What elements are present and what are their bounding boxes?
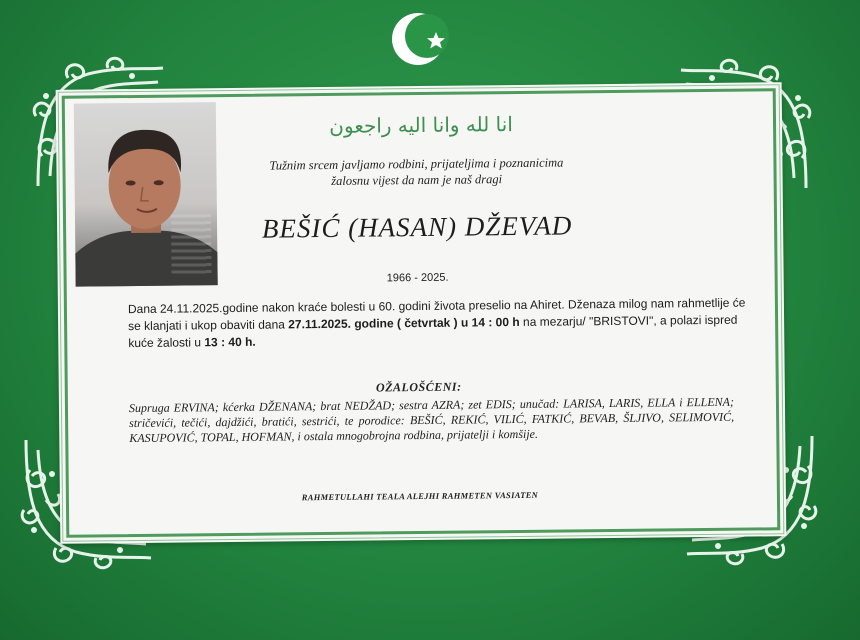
closing-prayer: RAHMETULLAHI TEALA ALEJHI RAHMETEN VASIATEN bbox=[301, 489, 539, 503]
announce-text-1: Dana 24.11.2025.godine nakon kraće bolesti u 60. godini života preselio na Ahiret. Dženaza milog nam rahmetlije će se klanjati i ukop obaviti dana bbox=[127, 295, 746, 334]
deceased-name: BEŠIĆ (HASAN) DŽEVAD bbox=[261, 210, 573, 244]
intro-line-2: žalosnu vijest da nam je naš dragi bbox=[331, 172, 503, 188]
arabic-calligraphy bbox=[329, 105, 513, 140]
funeral-date-time: 27.11.2025. godine ( četvrtak ) u 14 : 00 h bbox=[288, 314, 520, 332]
portrait-photo bbox=[74, 102, 218, 286]
mourners-list: Supruga ERVINA; kćerka DŽENANA; brat NEDŽAD; sestra AZRA; zet EDIS; unučad: LARISA, LARIS, ELLA i ELLENA; stričevići, tečići, dajdžići, bratići, sestrići, te porodice: BEŠIĆ, REKIĆ, VILIĆ, FATKIĆ, BEVAB, ŠLJIVO, SELIMOVIĆ, KASUPOVIĆ, TOPAL, HOFMAN, i ostala mnogobrojna rodbina, prijatelji i komšije. bbox=[128, 394, 735, 446]
life-years: 1966 - 2025. bbox=[386, 271, 449, 285]
svg-text:انا لله وانا اليه راجعون: انا لله وانا اليه راجعون bbox=[329, 112, 513, 138]
intro-line-1: Tužnim srcem javljamo rodbini, prijateljima i poznanicima bbox=[269, 155, 564, 173]
obituary-card bbox=[56, 82, 787, 544]
funeral-announcement bbox=[128, 295, 749, 352]
announce-text-2: na mezarju/ "BRISTOVI", a polazi ispred kuće žalosti u bbox=[128, 312, 738, 351]
departure-time: 13 : 40 h. bbox=[204, 334, 256, 350]
mourners-heading: OŽALOŠĆENI: bbox=[375, 379, 462, 395]
photo-background-sign bbox=[171, 214, 212, 274]
crescent-star-icon bbox=[388, 6, 454, 72]
intro-text bbox=[216, 154, 616, 190]
